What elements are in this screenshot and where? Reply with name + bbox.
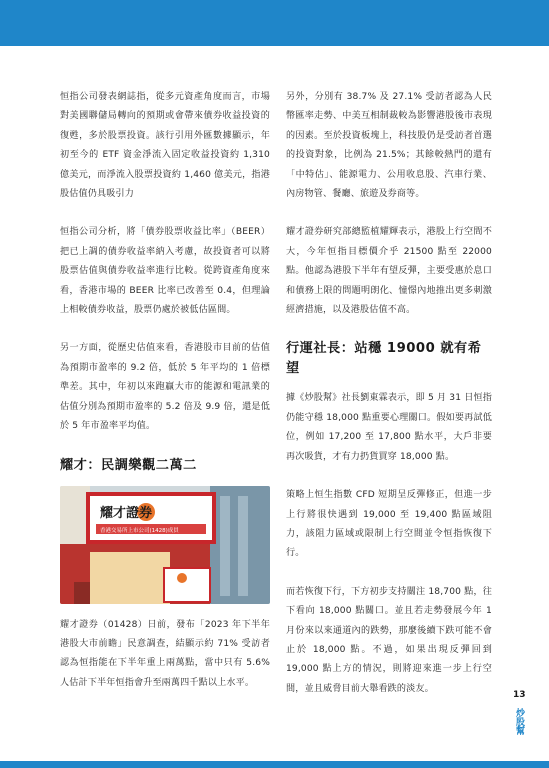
paragraph: 恒指公司發表網誌指，從多元資產角度而言，市場對美國聯儲局轉向的預期或會帶來債券收益投資的復甦，多於股票投資。該行引用外匯數據顯示，年初至今的 ETF 資金淨流入固定收益投資約 1,310 億美元，而淨流入股票投資約 1,460 億美元，指港股估值仍具吸引力	[60, 92, 270, 200]
paragraph: 而若恢復下行，下方初步支持關注 18,700 點，往下看向 18,000 點關口。並且若走勢發展今年 1 月份來以來通道內的跌勢，那麼後續下跌可能不會止於 18,000 點。不過，如果出現反彈回到 19,000 點上方的情況，則將迎來進一步上行空間，並且威脅目前大舉看跌的淡友。	[286, 586, 492, 694]
left-column	[60, 88, 270, 712]
top-banner	[0, 0, 549, 46]
sign-brand-text: 耀才證券	[100, 505, 153, 521]
paragraph: 另一方面，從歷史估值來看，香港股市目前的估值為預期市盈率的 9.2 倍，低於 5 年平均的 1 倍標準差。其中，年初以來跑贏大市的能源和電訊業的估值分別為預期市盈率的 5.2 倍及 9.9 倍，還是低於 5 年市盈率平均值。	[60, 343, 270, 432]
paragraph: 耀才證券（01428）日前，發布「2023 年下半年港股大市前瞻」民意調查，結顯示約 71% 受訪者認為恒指能在下半年重上兩萬點，當中只有 5.6% 人估計下半年恒指會升至兩萬四千點以上水平。	[60, 619, 270, 688]
storefront-photo	[60, 486, 270, 604]
section-heading: 耀才：民調樂觀二萬二	[60, 457, 197, 473]
section-heading: 行運社長：站穩 19000 就有希望	[286, 341, 482, 377]
paragraph: 耀才證券研究部總監植耀輝表示，港股上行空間不大，今年恒指目標價介乎 21500 點至 22000 點。他認為港股下半年有望反彈，主要受惠於息口和債務上限的問題明朗化、憧憬內地推出更多刺激經濟措施，以及港股估值不高。	[286, 227, 492, 316]
paragraph: 據《炒股幫》社長劉東霖表示，即 5 月 31 日恒指仍能守穩 18,000 點重要心理關口。假如要再試低位，例如 17,200 至 17,800 點水平，大戶非要再次吸貨，才有力扔貨買穿 18,000 點。	[286, 393, 492, 462]
paragraph: 恒指公司分析，將「債券股票收益比率」（BEER）把已上調的債券收益率納入考慮，故投資者可以將股票估值與債券收益率進行比較。從跨資產角度來看，香港市場的 BEER 比率已改善至 0.4，但理論上相較債券收益，股票仍處於被低估區間。	[60, 227, 270, 316]
bottom-bar	[0, 761, 549, 768]
sign-sub-text: 香港交易所上市公司(1428)成員	[100, 527, 179, 534]
brand-label: 炒股幫	[514, 708, 524, 735]
right-column	[286, 88, 492, 718]
paragraph: 策略上恒生指數 CFD 短期呈反彈修正，但進一步上行將很快遇到 19,000 至 19,400 點區域阻力，該阻力區域或限制上行空間並令恒指恢復下行。	[286, 490, 492, 559]
page-number: 13	[513, 690, 526, 700]
paragraph: 另外，分別有 38.7% 及 27.1% 受訪者認為人民幣匯率走勢、中美互相制裁較為影響港股後市表現的因素。至於投資板塊上，科技股仍是受訪者首選的投資對象，比例為 21.5%；其餘較熱門的還有「中特估」、能源電力、公用收息股、汽車行業、內房物管、餐廳、旅遊及券商等。	[286, 92, 492, 200]
